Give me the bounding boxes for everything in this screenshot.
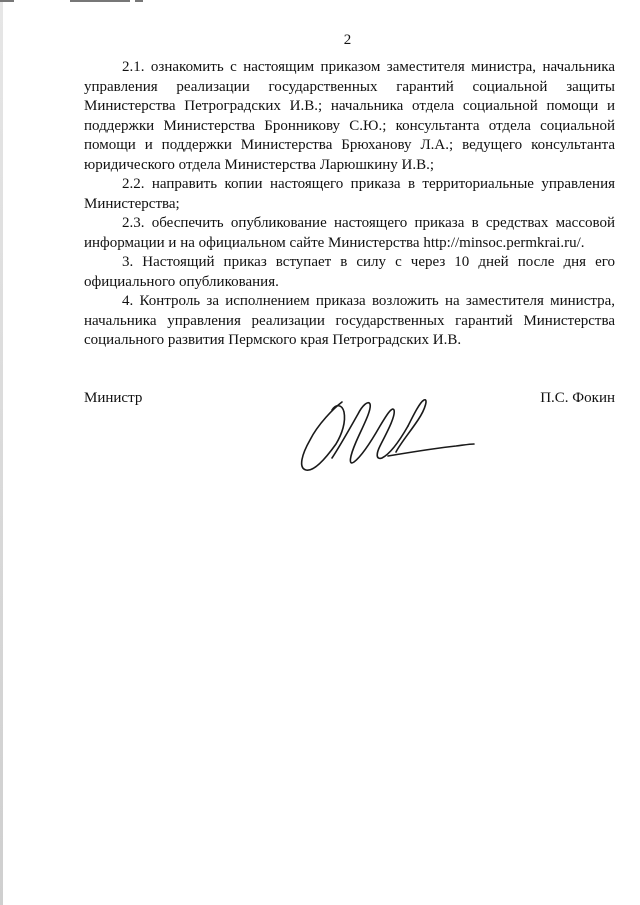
scan-artifact — [135, 0, 143, 2]
signatory-name: П.С. Фокин — [540, 390, 615, 406]
signatory-role: Министр — [84, 390, 143, 406]
paragraph-4: 4. Контроль за исполнением приказа возложить на заместителя министра, начальника управления реализации государственных гарантий Министерства социального развития Пермского края Петроградских И.В. — [84, 293, 615, 348]
order-body — [84, 58, 615, 351]
paragraph-2-3: 2.3. обеспечить опубликование настоящего приказа в средствах массовой информации и на официальном сайте Министерства http://minsoc.permkrai.ru/. — [84, 215, 615, 251]
paragraph-2-1: 2.1. ознакомить с настоящим приказом заместителя министра, начальника управления реализации государственных гарантий социальной защиты Министерства Петроградских И.В.; начальника отдела социальной помощи и поддержки Министерства Бронникову С.Ю.; консультанта отдела социальной помощи и поддержки Министерства Брюханову Л.А.; ведущего консультанта юридического отдела Министерства Ларюшкину И.В.; — [84, 59, 615, 173]
scan-edge — [0, 0, 3, 905]
handwritten-signature — [284, 388, 484, 484]
scan-artifact — [70, 0, 130, 2]
paragraph-2-2: 2.2. направить копии настоящего приказа в территориальные управления Министерства; — [84, 176, 615, 212]
scan-artifact — [0, 0, 14, 2]
page-number: 2 — [343, 32, 352, 48]
signature-block — [84, 390, 615, 500]
paragraph-3: 3. Настоящий приказ вступает в силу с через 10 дней после дня его официального опубликования. — [84, 254, 615, 290]
